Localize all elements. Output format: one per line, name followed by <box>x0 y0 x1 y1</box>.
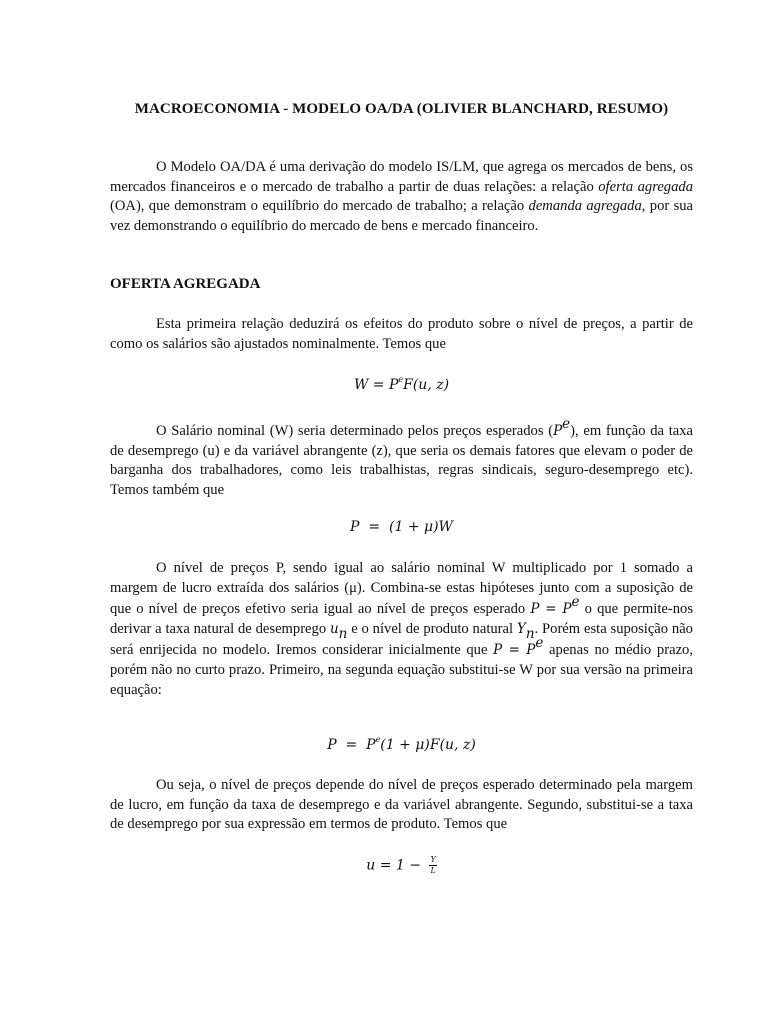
paragraph-2-text-1: O Salário nominal (W) seria determinado pelos preços esperados ( <box>156 423 554 439</box>
intro-text-1: O Modelo OA/DA é uma derivação do modelo IS/LM, que agrega os mercados de bens, os mercados financeiros e o mercado de trabalho a partir de duas relações: a relação <box>110 159 693 195</box>
paragraph-3-math-3-sub: n <box>525 626 535 643</box>
equation-4-denominator: L <box>430 866 436 875</box>
equation-4 <box>110 855 693 876</box>
equation-1 <box>110 377 693 393</box>
equation-4-fraction <box>429 855 436 876</box>
paragraph-3-text-3: e o nível de produto natural <box>347 621 517 638</box>
paragraph-3-math-1: P = P <box>530 600 572 617</box>
equation-1-rest: F(u, z) <box>403 377 450 393</box>
equation-3 <box>110 737 693 753</box>
equation-4-lhs: u = 1 − <box>366 857 426 874</box>
paragraph-3 <box>110 558 693 701</box>
paragraph-3-math-2: u <box>329 621 339 638</box>
paragraph-1 <box>110 315 693 354</box>
paragraph-3-text-4: . Porém esta suposição não será enrijecida no modelo. Iremos considerar inicialmente que <box>110 621 693 658</box>
intro-emphasis-oa: oferta agregada <box>598 178 693 195</box>
paragraph-3-math-3: Y <box>516 621 526 638</box>
equation-1-p: P <box>388 377 399 393</box>
intro-paragraph <box>110 158 693 236</box>
equation-3-p: P <box>366 737 376 753</box>
intro-emphasis-da: demanda agregada <box>528 198 642 215</box>
paragraph-3-math-4-sup: e <box>535 634 544 651</box>
paragraph-2-math-sup: e <box>562 416 571 432</box>
equation-4-numerator: Y <box>430 855 436 864</box>
section-heading: OFERTA AGREGADA <box>110 276 261 292</box>
paragraph-3-math-4: P = P <box>493 641 536 658</box>
paragraph-4 <box>110 776 693 835</box>
intro-text-3: , por sua vez demonstrando o equilíbrio do mercado de bens e mercado financeiro. <box>110 198 694 234</box>
intro-text-2: (OA), que demonstram o equilíbrio do mercado de trabalho; a relação <box>110 198 529 215</box>
paragraph-1-text: Esta primeira relação deduzirá os efeitos do produto sobre o nível de preços, a partir de como os salários são ajustados nominalmente. Temos que <box>110 316 693 352</box>
paragraph-3-text-5: apenas no médio prazo, porém não no curto prazo. Primeiro, na segunda equação substitui-se W por sua versão na primeira equação: <box>110 641 693 699</box>
paragraph-2 <box>110 416 693 500</box>
paragraph-3-text-1: O nível de preços P, sendo igual ao salário nominal W multiplicado por 1 somado a margem de lucro extraída dos salários (μ). Combina-se estas hipóteses junto com a suposição de que o nível de preços efetivo seria igual ao nível de preços esperado <box>110 560 693 617</box>
equation-3-lhs: P <box>327 737 337 753</box>
equation-3-sup: e <box>375 735 381 744</box>
equation-1-lhs: W <box>353 377 369 393</box>
paragraph-3-text-2: o que permite-nos derivar a taxa natural de desemprego <box>110 600 693 638</box>
equation-3-equals: = <box>336 737 367 753</box>
equation-1-sup: e <box>398 375 404 384</box>
paragraph-3-math-2-sub: n <box>338 626 348 643</box>
equation-2: P = (1 + μ)W <box>350 519 453 535</box>
paragraph-4-text: Ou seja, o nível de preços depende do nível de preços esperado determinado pela margem de lucro, em função da taxa de desemprego e da variável abrangente. Segundo, substitui-se a taxa de desemprego por sua expressão em termos de produto. Temos que <box>110 777 693 833</box>
equation-3-rest: (1 + μ)F(u, z) <box>380 737 476 753</box>
paragraph-3-math-1-sup: e <box>571 593 580 610</box>
paragraph-2-math-p: P <box>553 423 563 439</box>
equation-1-equals: = <box>368 377 389 393</box>
paragraph-2-text-2: ), em função da taxa de desemprego (u) e da variável abrangente (z), que seria os demais fatores que elevam o poder de barganha dos trabalhadores, como leis trabalhistas, regras sindicais, seguro-desemprego etc). Temos também que <box>110 423 693 498</box>
document-title: MACROECONOMIA - MODELO OA/DA (OLIVIER BLANCHARD, RESUMO) <box>134 101 669 117</box>
